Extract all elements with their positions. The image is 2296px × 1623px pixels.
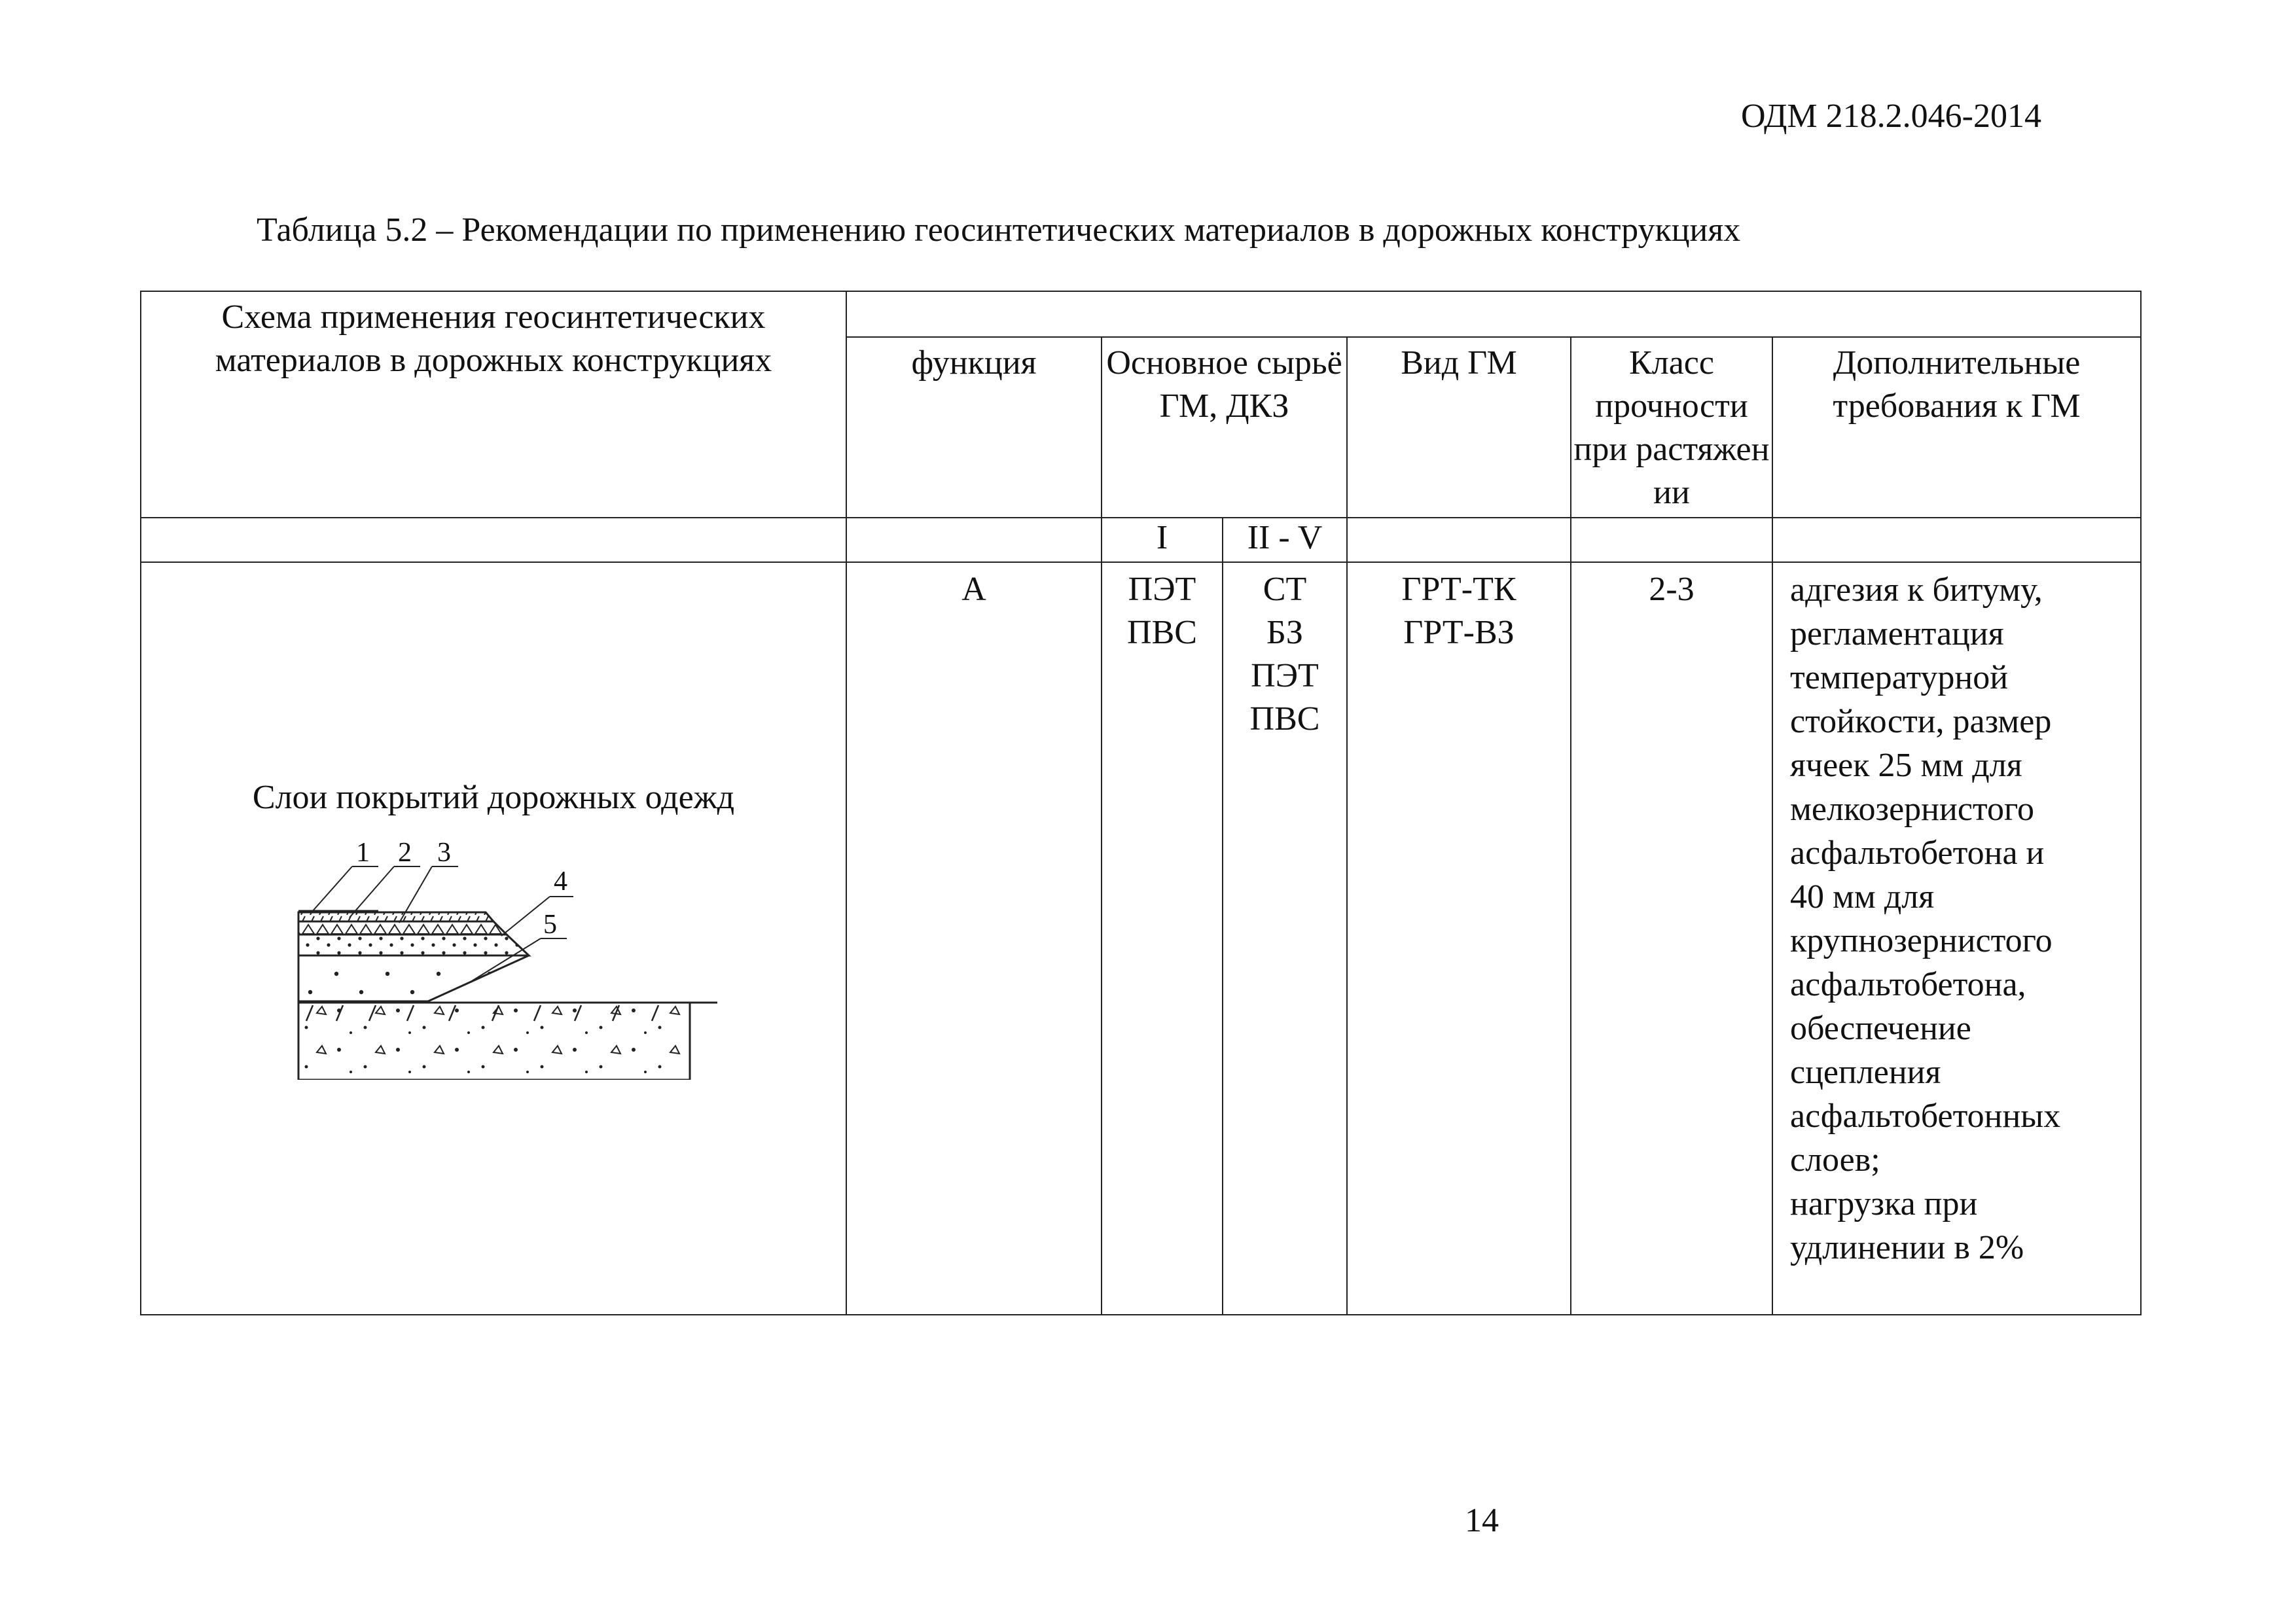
subheader-blank-4 [1571,518,1772,562]
gm-type-line: ГРТ-ТК [1401,571,1516,608]
header-strength-class: Класс прочности при растяжен ии [1571,337,1772,518]
header-extra-requirements: Дополнительные требования к ГМ [1772,337,2141,518]
requirement-line: регламентация [1790,615,2004,652]
requirement-line: адгезия к битуму, [1790,571,2043,609]
requirement-line: ячеек 25 мм для [1790,747,2022,784]
raw-dkz-1-line: ПЭТ [1128,571,1196,608]
requirement-line: температурной [1790,659,2009,696]
requirement-line: асфальтобетона, [1790,966,2026,1003]
document-code: ОДМ 218.2.046-2014 [1741,98,2041,135]
requirement-line: мелкозернистого [1790,791,2034,828]
requirement-line: сцепления [1790,1054,1941,1091]
header-raw-material: Основное сырьё ГМ, ДКЗ [1102,337,1347,518]
table-caption: Таблица 5.2 – Рекомендации по применению геосинтетических материалов в дорожных конструкциях [257,211,1741,249]
header-scheme: Схема применения геосинтетических материалов в дорожных конструкциях [141,291,846,518]
requirement-line: слоев; [1790,1141,1880,1179]
page-number: 14 [1465,1502,1499,1539]
header-blank [846,291,2141,337]
scheme-label-1: 1 [356,838,370,868]
requirement-line: крупнозернистого [1790,922,2053,959]
header-gm-type: Вид ГМ [1347,337,1571,518]
subheader-blank-1 [141,518,846,562]
recommendations-table [140,291,2142,1315]
scheme-cell [141,562,846,1315]
requirement-line: удлинении в 2% [1790,1229,2024,1266]
raw-dkz-2-5-line: СТ [1263,571,1307,608]
subheader-blank-2 [846,518,1102,562]
subheader-blank-3 [1347,518,1571,562]
raw-dkz-1-line: ПВС [1127,614,1197,651]
requirement-line: асфальтобетонных [1790,1097,2061,1135]
requirement-line: 40 мм для [1790,878,1935,916]
scheme-label-2: 2 [398,838,412,868]
subheader-dkz-1: I [1102,518,1223,562]
raw-dkz-2-5-line: БЗ [1266,614,1303,651]
cell-strength-class: 2-3 [1571,562,1772,1315]
cell-requirements [1772,562,2141,1315]
header-function: функция [846,337,1102,518]
requirement-line: нагрузка при [1790,1185,1978,1222]
requirement-line: обеспечение [1790,1010,1971,1047]
gm-type-line: ГРТ-ВЗ [1403,614,1515,651]
requirement-line: асфальтобетона и [1790,834,2045,872]
cell-raw-dkz-1 [1102,562,1223,1315]
cell-raw-dkz-2-5 [1223,562,1347,1315]
requirement-line: стойкости, размер [1790,703,2052,740]
subheader-dkz-2-5: II - V [1223,518,1347,562]
scheme-label-4: 4 [554,866,567,897]
scheme-title: Слои покрытий дорожных одежд [252,779,735,816]
scheme-label-5: 5 [543,910,557,940]
road-layers-diagram [272,805,717,1080]
scheme-label-3: 3 [437,838,451,868]
raw-dkz-2-5-line: ПЭТ [1251,657,1319,694]
cell-gm-type [1347,562,1571,1315]
subheader-blank-5 [1772,518,2141,562]
raw-dkz-2-5-line: ПВС [1249,700,1320,738]
cell-function: А [846,562,1102,1315]
